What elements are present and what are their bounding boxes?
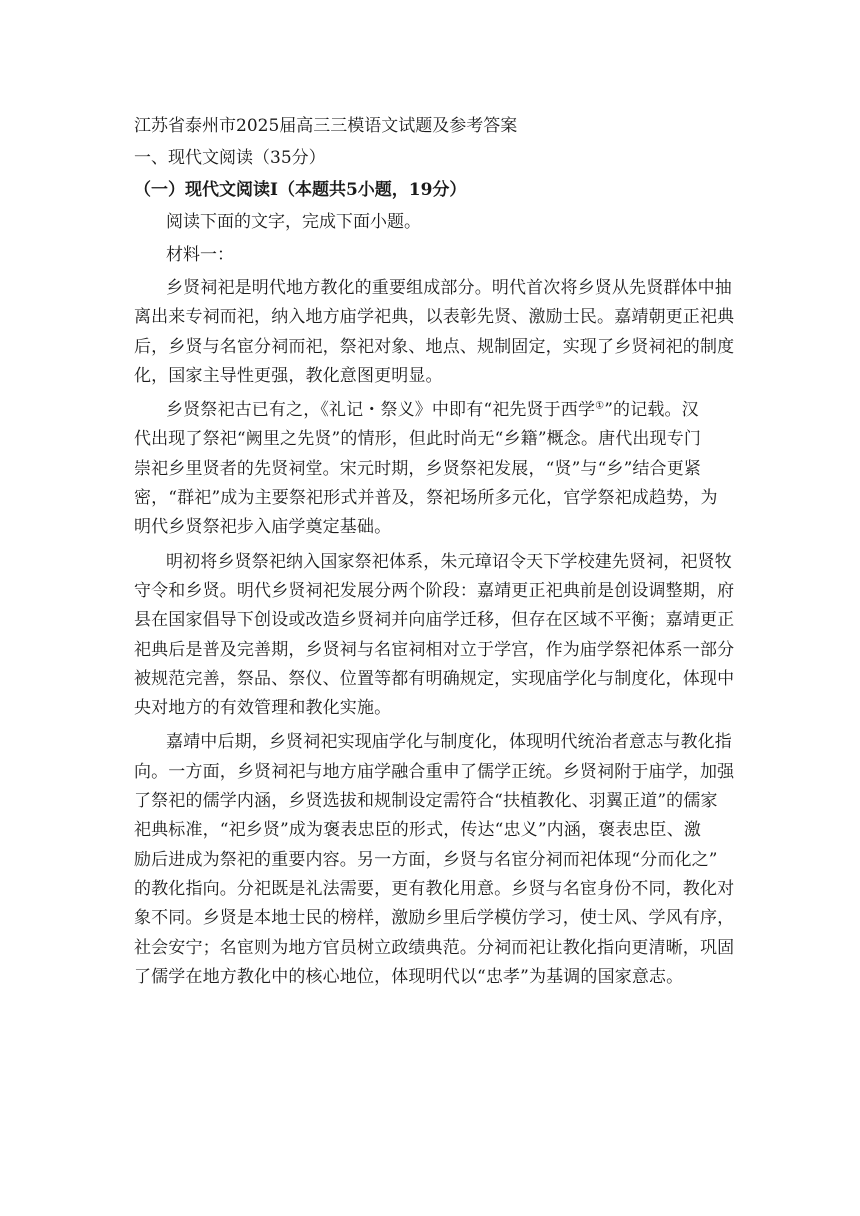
paragraph-line-text: 乡贤祭祀古已有之，《礼记・祭义》中即有“祀先贤于西学 <box>166 400 596 421</box>
paragraph-line: 的教化指向。分祀既是礼法需要，更有教化用意。乡贤与名宦身份不同，教化对 <box>134 878 735 899</box>
paragraph-line: 祀典后是普及完善期，乡贤祠与名宦祠相对立于学宫，作为庙学祭祀体系一部分 <box>134 639 735 660</box>
paragraph-line: 象不同。乡贤是本地士民的榜样，激励乡里后学模仿学习，使士风、学风有序， <box>134 908 735 929</box>
material-label: 材料一： <box>166 245 234 265</box>
paragraph-line: 县在国家倡导下创设或改造乡贤祠并向庙学迁移，但存在区域不平衡；嘉靖更正 <box>134 610 735 631</box>
paragraph-line: 央对地方的有效管理和教化实施。 <box>134 698 392 719</box>
paragraph-line: 密，“群祀”成为主要祭祀形式并普及，祭祀场所多元化，官学祭祀成趋势，为 <box>134 488 718 509</box>
paragraph-2 <box>134 396 728 542</box>
paragraph-line: 明代乡贤祭祀步入庙学奠定基础。 <box>134 517 392 538</box>
paragraph-line: 代出现了祭祀“阙里之先贤”的情形，但此时尚无“乡籍”概念。唐代出现专门 <box>134 429 702 450</box>
paragraph-line: 被规范完善，祭品、祭仪、位置等都有明确规定，实现庙学化与制度化，体现中 <box>134 668 735 689</box>
subsection-heading: （一）现代文阅读Ⅰ（本题共5小题，19分） <box>134 180 467 200</box>
paragraph-line: 社会安宁；名宦则为地方官员树立政绩典范。分祠而祀让教化指向更清晰，巩固 <box>134 937 735 958</box>
paragraph-1 <box>134 274 735 391</box>
paragraph-3 <box>134 548 735 724</box>
paragraph-line: 乡贤祠祀是明代地方教化的重要组成部分。明代首次将乡贤从先贤群体中抽 <box>166 278 732 298</box>
document-title: 江苏省泰州市2025届高三三模语文试题及参考答案 <box>134 116 518 136</box>
paragraph-line: 祀典标准，“祀乡贤”成为褒表忠臣的形式，传达“忠义”内涵，褒表忠臣、激 <box>134 820 702 841</box>
paragraph-line: 嘉靖中后期，乡贤祠祀实现庙学化与制度化，体现明代统治者意志与教化指 <box>166 732 732 753</box>
paragraph-line: 向。一方面，乡贤祠祀与地方庙学融合重申了儒学正统。乡贤祠附于庙学，加强 <box>134 761 735 782</box>
paragraph-line: 守令和乡贤。明代乡贤祠祀发展分两个阶段：嘉靖更正祀典前是创设调整期，府 <box>134 580 735 601</box>
document-body <box>134 112 735 997</box>
paragraph-line: 化，国家主导性更强，教化意图更明显。 <box>134 365 443 386</box>
section-heading: 一、现代文阅读（35分） <box>134 148 326 168</box>
paragraph-line: 后，乡贤与名宦分祠而祀，祭祀对象、地点、规制固定，实现了乡贤祠祀的制度 <box>134 336 735 357</box>
footnote-marker: ① <box>595 400 605 412</box>
paragraph-4 <box>134 728 735 992</box>
paragraph-line: 励后进成为祭祀的重要内容。另一方面，乡贤与名宦分祠而祀体现“分而化之” <box>134 849 718 870</box>
paragraph-line: 离出来专祠而祀，纳入地方庙学祀典，以表彰先贤、激励士民。嘉靖朝更正祀典 <box>134 307 735 328</box>
paragraph-line: 了儒学在地方教化中的核心地位，体现明代以“忠孝”为基调的国家意志。 <box>134 966 684 987</box>
paragraph-line-text: ”的记载。汉 <box>604 400 699 421</box>
paragraph-line: 明初将乡贤祭祀纳入国家祭祀体系，朱元璋诏令天下学校建先贤祠，祀贤牧 <box>166 551 732 572</box>
reading-instruction: 阅读下面的文字，完成下面小题。 <box>166 212 421 232</box>
paragraph-line: 崇祀乡里贤者的先贤祠堂。宋元时期，乡贤祭祀发展，“贤”与“乡”结合更紧 <box>134 458 702 479</box>
paragraph-line: 了祭祀的儒学内涵，乡贤选拔和规制设定需符合“扶植教化、羽翼正道”的儒家 <box>134 791 718 812</box>
paragraph-line-with-footnote <box>134 396 728 425</box>
